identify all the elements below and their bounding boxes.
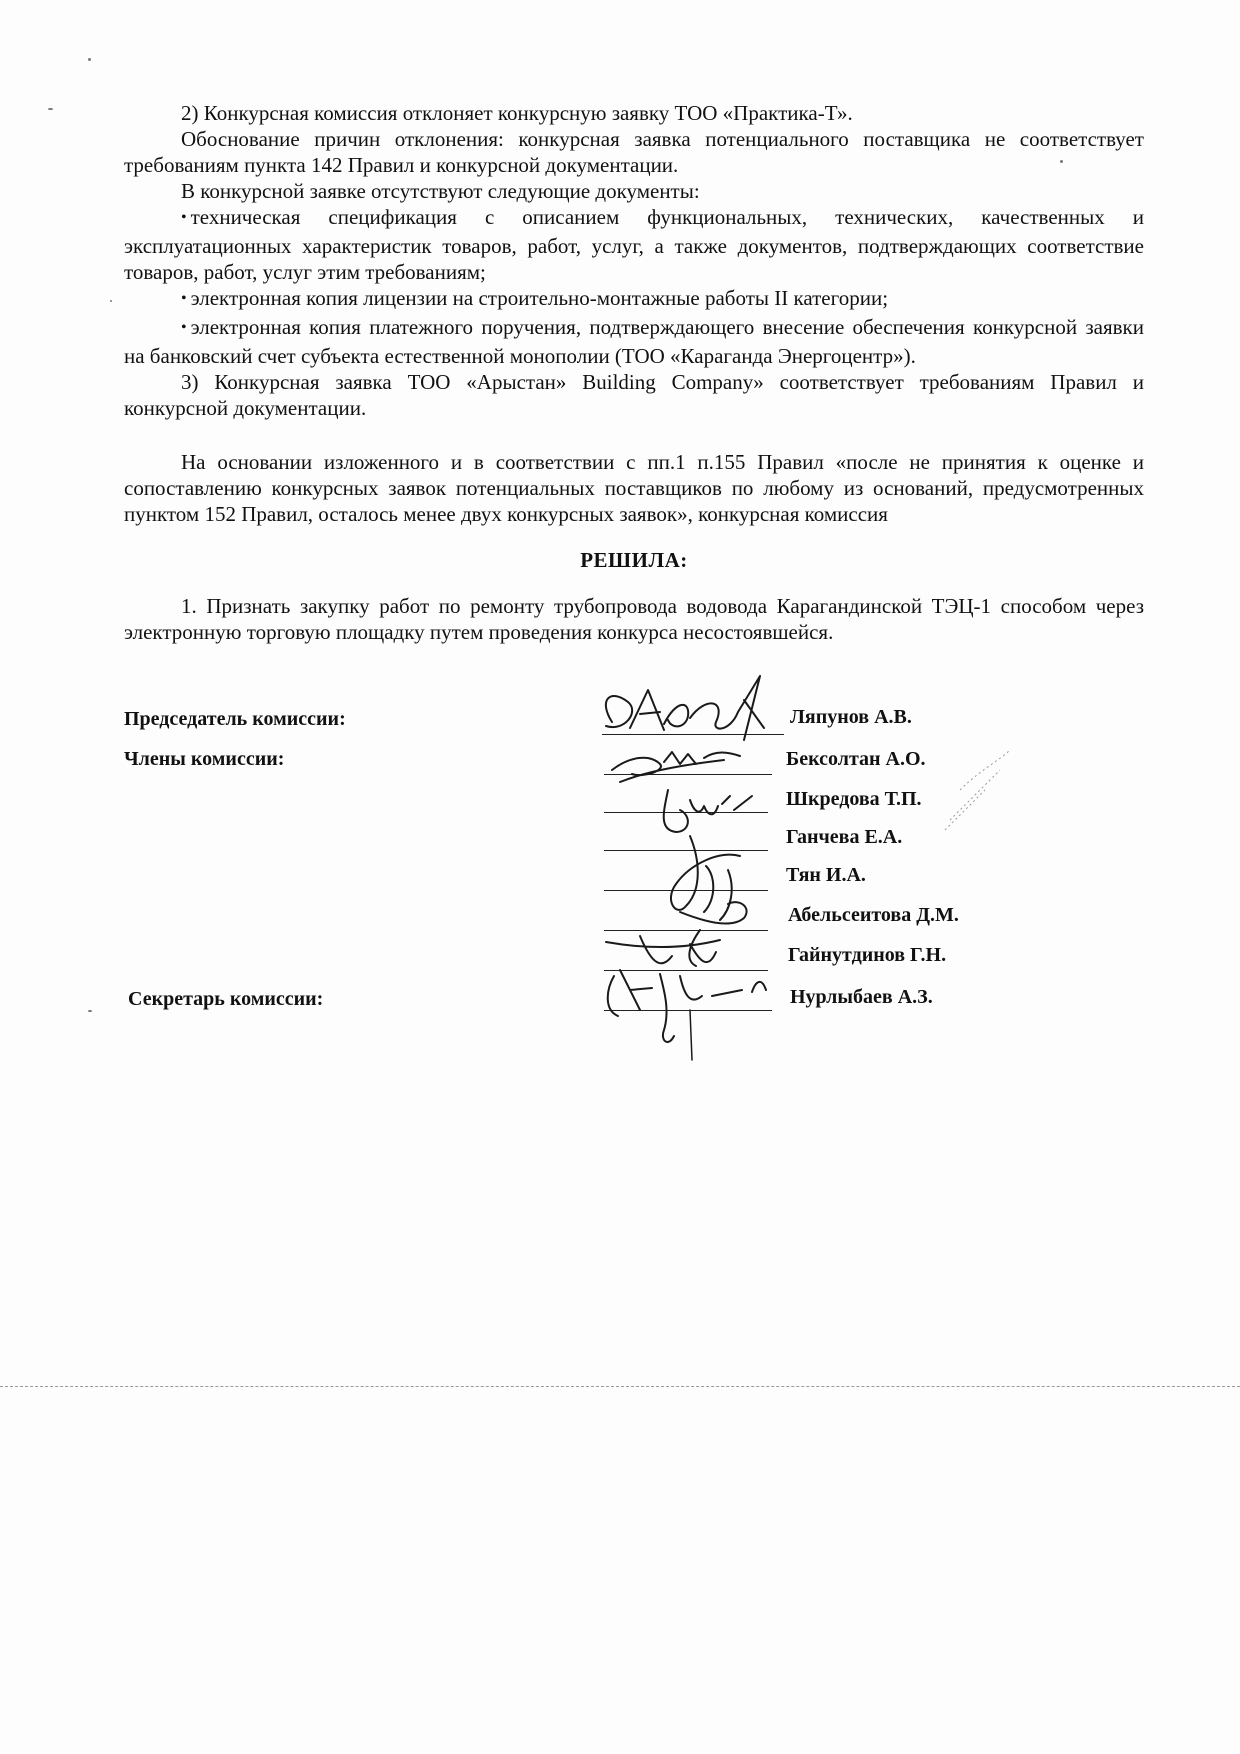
scan-speck [1060,160,1063,163]
signature-line [604,812,768,813]
member-name-3: Ганчева Е.А. [786,826,903,848]
scan-speck [88,58,91,61]
paragraph-missing-documents: В конкурсной заявке отсутствуют следующие документы: [181,179,700,203]
bullet-text: техническая спецификация с описанием функциональных, технических, качественных и эксплуатационных характеристик товаров, работ, услуг, а также документов, подтверждающих соответствие товаров, работ, услуг этим требованиям; [124,205,1144,284]
bullet-icon [181,286,191,310]
bullet-technical-spec [124,204,1144,285]
paragraph-decision-1: 1. Признать закупку работ по ремонту трубопровода водовода Карагандинской ТЭЦ-1 способом через электронную торговую площадку путем проведения конкурса несостоявшейся. [124,594,1144,644]
member-name-6: Гайнутдинов Г.Н. [788,944,947,966]
chairman-name: Ляпунов А.В. [790,706,912,728]
bullet-payment-order [124,314,1144,369]
page-fold-line [0,1386,1240,1389]
bullet-icon [181,205,191,229]
secretary-label: Секретарь комиссии: [128,988,324,1010]
document-body [124,100,1144,645]
signature-line [604,930,768,931]
bullet-text: электронная копия платежного поручения, подтверждающего внесение обеспечения конкурсной заявки на банковский счет субъекта естественной монополии (ТОО «Караганда Энергоцентр»). [124,315,1144,368]
bullet-icon [181,315,191,339]
paragraph-rejection-reason: Обоснование причин отклонения: конкурсная заявка потенциального поставщика не соответствует требованиям пункта 142 Правил и конкурсной документации. [124,127,1144,177]
paragraph-item-3: 3) Конкурсная заявка ТОО «Арыстан» Building Company» соответствует требованиям Правил и конкурсной документации. [124,370,1144,420]
scan-speck [48,108,53,110]
member-name-1: Бексолтан А.О. [786,748,926,770]
secretary-name: Нурлыбаев А.З. [790,986,933,1008]
member-name-4: Тян И.А. [786,864,866,886]
signature-block [124,700,1124,1040]
bullet-text: электронная копия лицензии на строительно-монтажные работы II категории; [190,286,889,310]
scan-speck [110,300,112,302]
decision-heading: РЕШИЛА: [580,548,688,572]
member-name-2: Шкредова Т.П. [786,788,922,810]
signature-line [604,774,772,775]
signature-line [604,890,768,891]
signature-line [604,970,768,971]
spacer [124,421,1144,449]
paragraph-item-2: 2) Конкурсная комиссия отклоняет конкурсную заявку ТОО «Практика-Т». [181,101,853,125]
members-label: Члены комиссии: [124,748,285,770]
chairman-label: Председатель комиссии: [124,708,346,730]
signature-line [604,1010,772,1011]
paragraph-basis: На основании изложенного и в соответствии с пп.1 п.155 Правил «после не принятия к оценке и сопоставлению конкурсных заявок потенциальных поставщиков по любому из оснований, предусмотренных пунктом 152 Правил, осталось менее двух конкурсных заявок», конкурсная комиссия [124,450,1144,526]
signature-line [602,734,784,735]
member-name-5: Абельсеитова Д.М. [788,904,959,926]
signature-line [604,850,768,851]
bullet-license-copy [124,285,1144,314]
scan-speck [88,1010,92,1012]
